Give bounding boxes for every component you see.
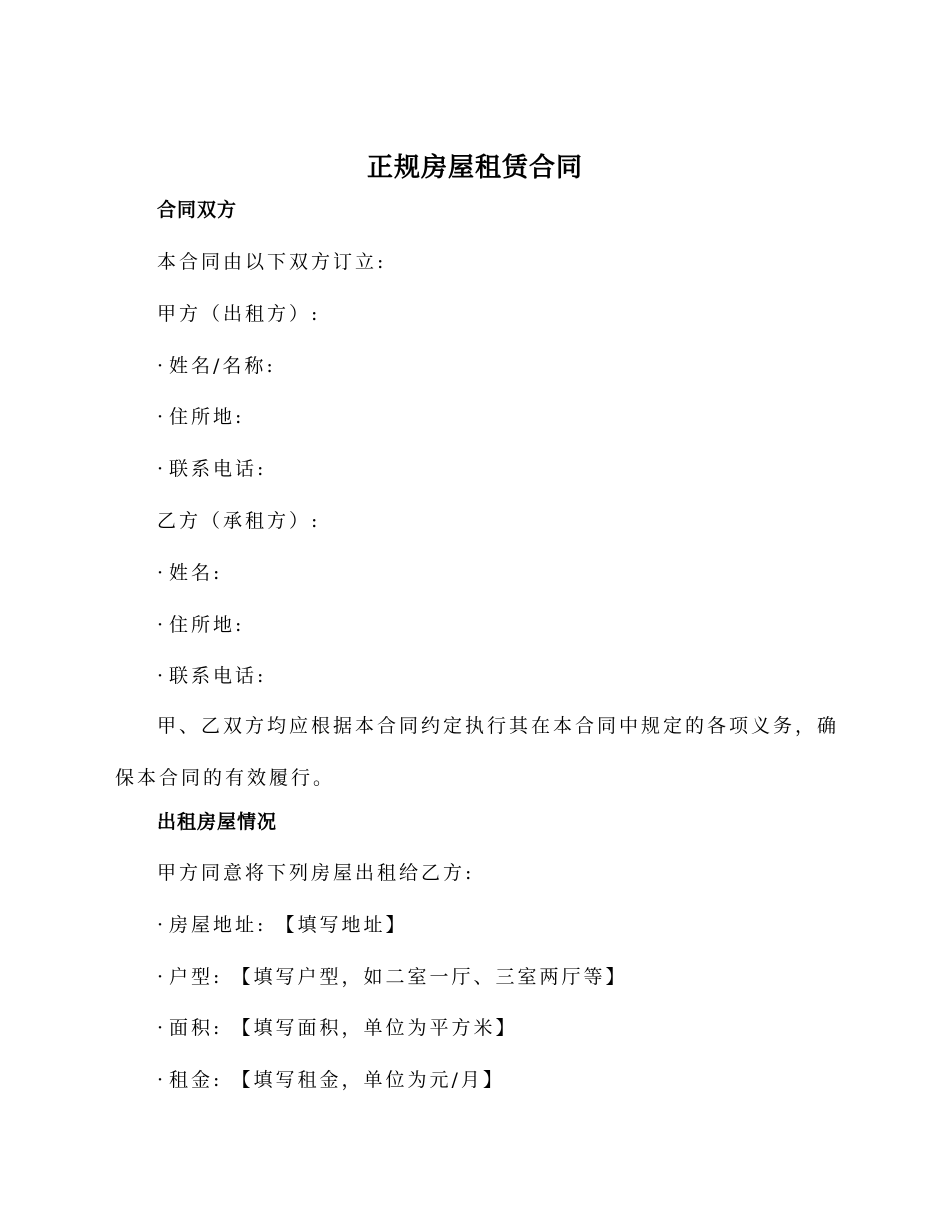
- property-item-address: [157, 913, 407, 937]
- party-b-label: 乙方（承租方）:: [157, 510, 321, 532]
- party-b-field-name: [157, 561, 222, 585]
- item-text: 面积: 【填写面积，单位为平方米】: [169, 1017, 518, 1039]
- parties-closing-paragraph: 甲、乙双方均应根据本合同约定执行其在本合同中规定的各项义务，确保本合同的有效履行。: [115, 715, 840, 789]
- party-a-label: 甲方（出租方）:: [157, 303, 321, 325]
- field-label: 姓名:: [169, 562, 223, 584]
- bullet-icon: ·: [157, 562, 164, 584]
- bullet-icon: ·: [157, 914, 164, 936]
- section-heading-property: 出租房屋情况: [157, 811, 278, 833]
- property-item-layout: [157, 965, 627, 989]
- bullet-icon: ·: [157, 1069, 164, 1091]
- property-item-area: [157, 1016, 517, 1040]
- bullet-icon: ·: [157, 966, 164, 988]
- party-a-field-phone: [157, 457, 266, 481]
- property-intro: 甲方同意将下列房屋出租给乙方:: [157, 862, 475, 884]
- field-label: 联系电话:: [169, 665, 267, 687]
- party-b-field-address: [157, 613, 244, 637]
- party-b-field-phone: [157, 664, 266, 688]
- field-label: 住所地:: [169, 614, 245, 636]
- bullet-icon: ·: [157, 1017, 164, 1039]
- item-text: 租金: 【填写租金，单位为元/月】: [169, 1069, 505, 1091]
- document-title: 正规房屋租赁合同: [366, 153, 583, 183]
- bullet-icon: ·: [157, 406, 164, 428]
- bullet-icon: ·: [157, 665, 164, 687]
- item-text: 房屋地址: 【填写地址】: [169, 914, 408, 936]
- item-text: 户型: 【填写户型，如二室一厅、三室两厅等】: [169, 966, 628, 988]
- party-a-field-address: [157, 405, 244, 429]
- field-label: 姓名/名称:: [169, 355, 276, 377]
- party-a-field-name: [157, 354, 276, 378]
- bullet-icon: ·: [157, 458, 164, 480]
- field-label: 住所地:: [169, 406, 245, 428]
- bullet-icon: ·: [157, 614, 164, 636]
- property-item-rent: [157, 1068, 505, 1092]
- field-label: 联系电话:: [169, 458, 267, 480]
- parties-intro: 本合同由以下双方订立:: [157, 251, 387, 273]
- section-heading-parties: 合同双方: [157, 199, 238, 221]
- bullet-icon: ·: [157, 355, 164, 377]
